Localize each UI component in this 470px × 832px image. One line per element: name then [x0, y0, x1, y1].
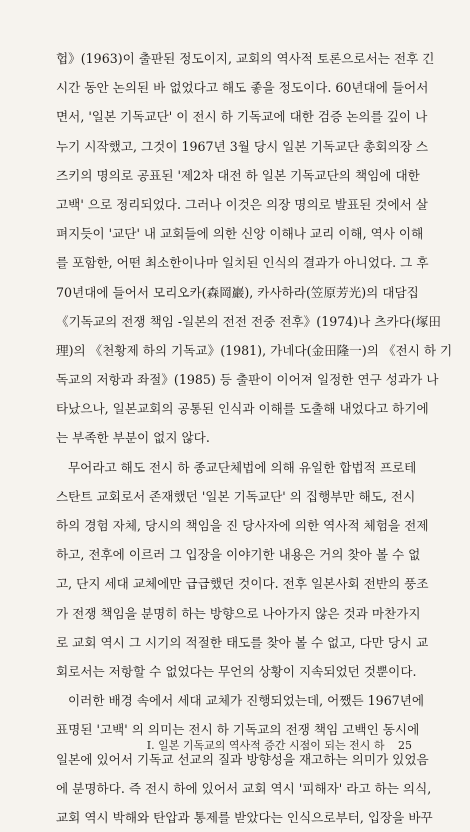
text-line: 고백' 으로 정리되었다. 그러나 이것은 의장 명의로 발표된 것에서 살 — [56, 196, 428, 212]
text-line: 하의 경험 자체, 당시의 책임을 진 당사자에 의한 역사적 체험을 전제 — [56, 518, 429, 533]
text-line: 理)의 《천황제 하의 기독교》(1981), 가네다(金田隆一)의 《전시 하 기 — [56, 342, 453, 358]
text-line: 타났으나, 일본교회의 공통된 인식과 이해를 도출해 내었다고 하기에 — [56, 401, 429, 417]
text-line: 면서, '일본 기독교단' 이 전시 하 기독교에 대한 검증 논의를 깊이 나 — [56, 109, 428, 125]
page-footer — [56, 737, 412, 753]
text-line: 를 포함한, 어떤 최소한이나마 일치된 인식의 결과가 아니었다. 그 후 — [56, 255, 429, 271]
text-line: 회로서는 저항할 수 없었다는 무언의 상황이 지속되었던 것뿐이다. — [56, 663, 417, 679]
text-line: 는 부족한 부분이 없지 않다. — [56, 430, 210, 446]
text-line: 이러한 배경 속에서 세대 교체가 진행되었는데, 어쨌든 1967년에 — [68, 693, 425, 709]
paragraph-2 — [56, 453, 429, 687]
text-line: 헙》(1963)이 출판된 정도이지, 교회의 역사적 토론으로서는 전후 긴 — [56, 51, 435, 66]
text-line: 가 전쟁 책임을 분명히 하는 방향으로 나아가지 않은 것과 마찬가지 — [56, 605, 421, 621]
text-line: 교회 역시 박해와 탄압과 통제를 받았다는 인식으로부터, 입장을 바꾸 — [56, 809, 433, 825]
text-line: 70년대에 들어서 모리오카(森岡巖), 카사하라(笠原芳光)의 대담집 — [56, 284, 419, 300]
text-line: 에 분명하다. 즉 전시 하에 있어서 교회 역시 '피해자' 라고 하는 의식, — [56, 780, 432, 796]
text-line: 하고, 전후에 이르러 그 입장을 이야기한 내용은 거의 찾아 볼 수 없 — [56, 547, 421, 563]
paragraph-3 — [56, 686, 433, 832]
text-line: 펴지듯이 '교단' 내 교회들에 의한 신앙 이해나 교리 이해, 역사 이해 — [56, 226, 424, 242]
text-line: 표명된 '고백' 의 의미는 전시 하 기독교의 전쟁 책임 고백인 동시에 — [56, 722, 420, 738]
text-line: 시간 동안 논의된 바 없었다고 해도 좋을 정도이다. 60년대에 들어서 — [56, 80, 429, 96]
running-head: I. 일본 기독교의 역사적 증간 시점이 되는 전시 하 — [146, 739, 385, 752]
text-line: 독교의 저항과 좌절》(1985) 등 출판이 이어져 일정한 연구 성과가 나 — [56, 372, 439, 388]
page-number: 25 — [398, 739, 412, 752]
text-line: 《기독교의 전쟁 책임 -일본의 전전 전중 전후》(1974)나 츠카다(塚田 — [56, 313, 441, 329]
paragraph-1 — [56, 44, 453, 453]
text-line: 로 교회 역시 그 시기의 적절한 태도를 찾아 볼 수 없고, 다만 당시 교 — [56, 634, 429, 650]
text-line: 스탄트 교회로서 존재했던 '일본 기독교단' 의 집행부만 해도, 전시 — [56, 488, 416, 504]
body-text — [56, 44, 453, 832]
text-line: 즈키의 명의로 공표된 '제2차 대전 하 일본 기독교단의 책임에 대한 — [56, 167, 420, 183]
text-line: 무어라고 해도 전시 하 종교단체법에 의해 유일한 합법적 프로테 — [68, 459, 417, 475]
text-line: 누기 시작했고, 그것이 1967년 3월 당시 일본 기독교단 총회의장 스 — [56, 138, 429, 154]
text-line: 고, 단지 세대 교체에만 급급했던 것이다. 전후 일본사회 전반의 풍조 — [56, 576, 429, 592]
text-line: 일본에 있어서 기독교 선교의 질과 방향성을 재고하는 의미가 있었음 — [56, 751, 429, 767]
